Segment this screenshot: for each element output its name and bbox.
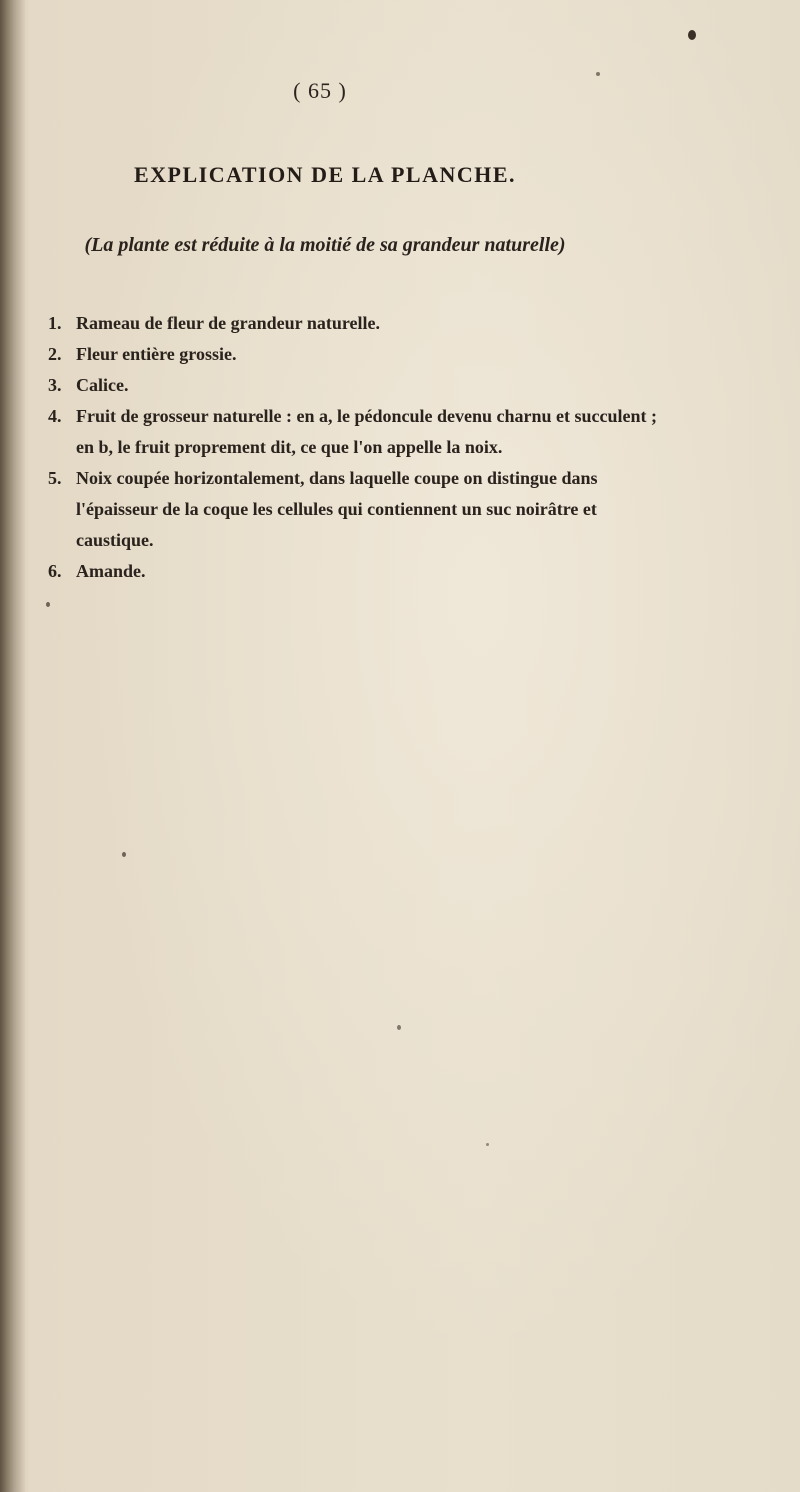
legend-item (48, 401, 668, 463)
legend-item-text: Amande. (76, 561, 146, 581)
legend-item-number: 1. (48, 313, 62, 333)
paper-speck (688, 30, 696, 40)
legend-item (48, 339, 668, 370)
legend-item-text: Noix coupée horizontalement, dans laquelle coupe on distingue dans l'épaisseur de la coque les cellules qui contiennent un suc noirâtre et caustique. (76, 468, 598, 550)
legend-item-text: Fruit de grosseur naturelle : en a, le pédoncule devenu charnu et succulent ; en b, le fruit proprement dit, ce que l'on appelle la noix. (76, 406, 657, 457)
legend-item (48, 556, 668, 587)
legend-item (48, 308, 668, 339)
legend-item-number: 2. (48, 344, 62, 364)
legend-item (48, 463, 668, 556)
paper-speck (486, 1143, 489, 1146)
legend-item-number: 6. (48, 561, 62, 581)
legend-item (48, 370, 668, 401)
paper-speck (122, 852, 126, 857)
legend-item-text: Rameau de fleur de grandeur naturelle. (76, 313, 380, 333)
paper-speck (46, 602, 50, 607)
legend-item-text: Calice. (76, 375, 129, 395)
paper-speck (397, 1025, 401, 1030)
legend-item-number: 5. (48, 468, 62, 488)
plate-legend (48, 308, 668, 587)
page-number: ( 65 ) (293, 78, 347, 103)
page-title: EXPLICATION DE LA PLANCHE. (133, 162, 517, 187)
binding-shadow (0, 0, 26, 1492)
legend-item-text: Fleur entière grossie. (76, 344, 237, 364)
page-subtitle: (La plante est réduite à la moitié de sa grandeur naturelle) (84, 234, 566, 256)
legend-item-number: 3. (48, 375, 62, 395)
paper-speck (596, 72, 600, 76)
legend-item-number: 4. (48, 406, 62, 426)
